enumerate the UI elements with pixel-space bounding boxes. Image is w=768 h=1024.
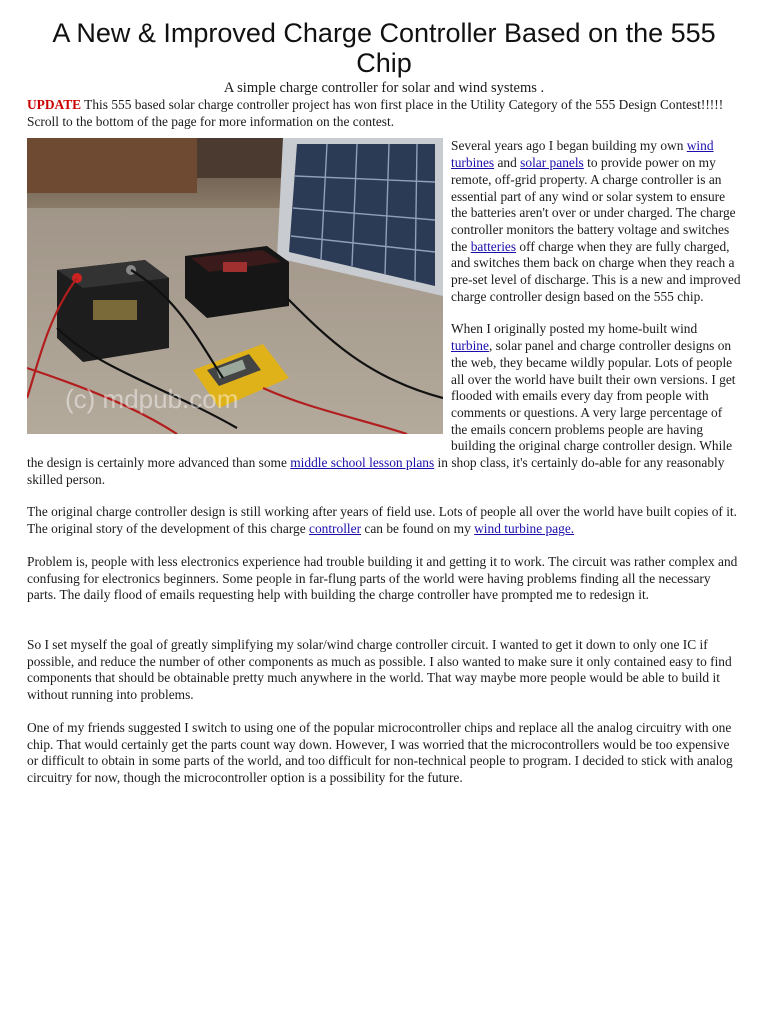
charge-controller-photo	[27, 138, 443, 434]
link-middle-school-lesson-plans[interactable]: middle school lesson plans	[290, 455, 435, 471]
update-text: This 555 based solar charge controller project has won first place in the Utility Category of the 555 Design Contest!!!!! Scroll to the bottom of the page for more information on the contest.	[27, 97, 724, 129]
text-span: off charge when they are fully charged, and switches them back on charge when they reach a pre-set level of discharge. This is a new and improved charge controller design based on the 555 chip.	[451, 238, 741, 304]
page-title: A New & Improved Charge Controller Based on the 555 Chip	[52, 18, 716, 78]
text-span: When I originally posted my home-built wind	[451, 321, 698, 337]
page-subtitle: A simple charge controller for solar and wind systems .	[223, 80, 545, 96]
paragraph-microcontroller: One of my friends suggested I switch to using one of the popular microcontroller chips and replace all the analog circuitry with one chip. That would certainly get the parts count way down. However, I was worried that the microcontrollers would be too expensive or difficult to obtain in some parts of the world, and too difficult for non-technical people to program. I decided to stick with analog circuitry for now, though the microcontroller option is a possibility for the future.	[27, 719, 733, 785]
battery	[57, 260, 169, 362]
text-span: , solar panel and charge controller designs on the web, they became wildly popular. Lots of people all over the world have built their own versions. I get flooded with emails every day from people with comments or questions. A very large percentage of the emails concern problems people are having building the original charge controller design. While the design is certainly more advanced than some	[27, 338, 736, 471]
link-wind-turbines[interactable]: wind turbines	[451, 138, 714, 171]
link-controller[interactable]: controller	[309, 521, 362, 537]
link-solar-panels[interactable]: solar panels	[520, 155, 584, 171]
paragraph-problem: Problem is, people with less electronics experience had trouble building it and getting it to work. The circuit was rather complex and confusing for electronics beginners. Some people in far-flung parts of the world were having problems finding all the necessary parts. The daily flood of emails requesting help with building the charge controller have prompted me to redesign it.	[27, 553, 738, 603]
paragraph-goal: So I set myself the goal of greatly simplifying my solar/wind charge controller circuit. I wanted to get it down to only one IC if possible, and reduce the number of other components as much as possible. I also wanted to make sure it only contained easy to find components that should be obtainable pretty much anywhere in the world. That way maybe more people would be able to build it without running into problems.	[27, 636, 732, 703]
text-span: Several years ago I began building my own	[451, 138, 687, 154]
document-page	[27, 0, 741, 787]
link-turbine[interactable]: turbine	[451, 338, 489, 354]
link-wind-turbine-page[interactable]: wind turbine page.	[474, 521, 575, 537]
text-span: and	[494, 155, 521, 171]
text-span: in shop class, it's certainly do-able for any reasonably skilled person.	[27, 455, 725, 487]
update-notice	[27, 97, 741, 130]
link-batteries[interactable]: batteries	[470, 238, 517, 254]
text-span: The original charge controller design is still working after years of field use. Lots of people all over the world have built copies of it. The original story of the development of this charge	[27, 504, 737, 537]
paragraph-original-design	[27, 504, 741, 537]
text-span: to provide power on my remote, off-grid property. A charge controller is an essential part of any wind or solar system to ensure the batteries aren't over or under charged. The charge controller monitors the battery voltage and switches the	[451, 155, 736, 254]
controller-box	[185, 246, 289, 318]
update-label: UPDATE	[27, 97, 82, 112]
text-span: can be found on my	[361, 521, 475, 537]
photo-watermark: (c) mdpub.com	[65, 384, 239, 415]
